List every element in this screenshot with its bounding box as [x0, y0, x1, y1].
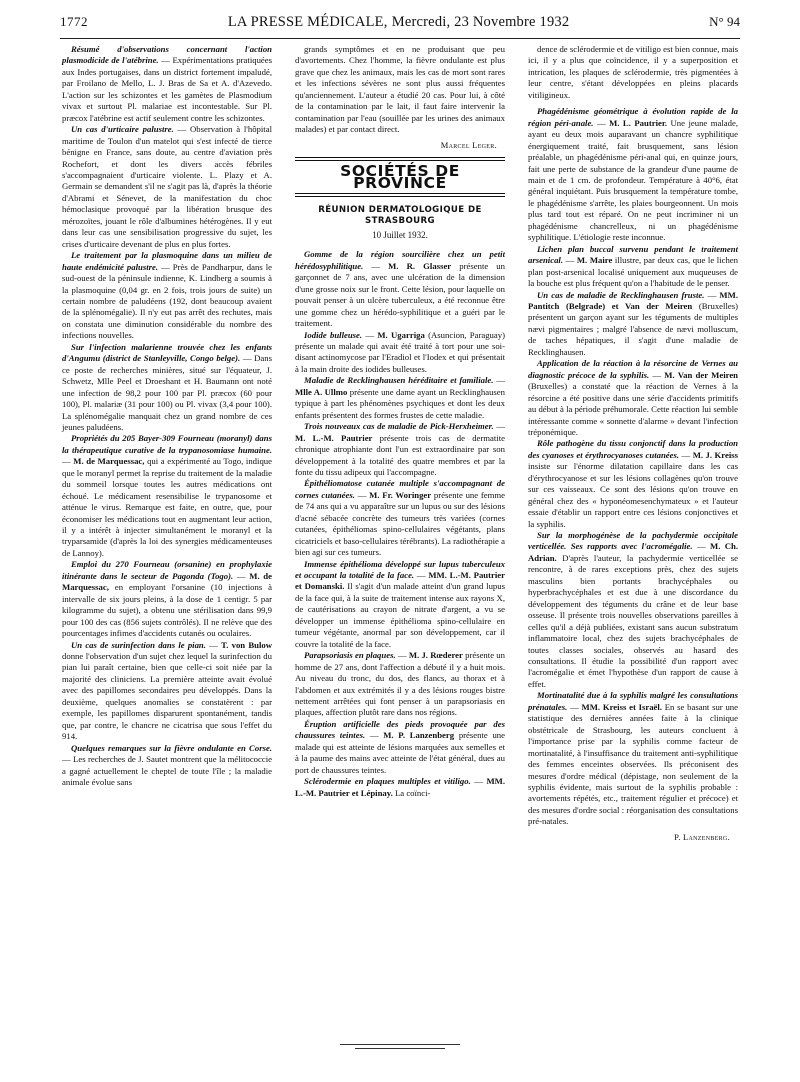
- article-body: qui a expérimenté au Togo, indique que le moranyl permet la reprise du traitement de la maladie du sommeil lorsque toutes les autres médications ont échoué. Le médicament resensibilise le trypanosome et atténue le virus. Remarque est faite, en outre, que, pour économiser les médications tout en augmentant leur action, il y a intérêt à injecter simultanément le moranyl et la tryparsamide (d'après la loi des synergies médicamenteuses de Lannoy).: [62, 456, 272, 558]
- column-right: [528, 44, 738, 849]
- article-entry: [295, 375, 505, 421]
- article-body: Une jeune malade, ayant eu deux mois auparavant un chancre syphilitique énergiquement traité, fait brusquement, sans lésion préalable, un phagédénisme péri-anal qui, en quinze jours, fait une perte de substance de la grandeur d'une paume de main et de 1 cm. de profondeur. Température à 40°6, état général inquiétant. Puis brusquement la température tombe, le phagédénisme s'arrête, les plaies bourgeonnent. Un mois plus tard tout est réparé. On ne peut incriminer ni un phagédénisme chancrelleux, ni un phagédénisme syphilitique. L'étiologie reste inconnue.: [528, 117, 738, 243]
- article-body: Les recherches de J. Sautet montrent que la mélitococcie a gagné actuellement le cheptel de toute l'île ; la maladie animale évolue sans: [62, 754, 273, 787]
- article-authors: Mlle A. Ullmo: [295, 386, 348, 397]
- separator: —: [62, 754, 74, 765]
- separator: —: [173, 124, 191, 135]
- article-body: En se basant sur une statistique des dernières années faite à la clinique obstétricale de Strasbourg, les auteurs concluent à l'importance prise par la syphilis comme facteur de mortinatalité, à l'insuffisance du traitement anti-syphilitique des femmes enceintes observées. Ils préconisent des mesures d'ordre médical (dépistage, non seulement de la syphilis évidente, mais surtout de la syphilis probable : avortements répétés, etc., traitement régulier et précoce) et des mesures d'ordre social : réorganisation des consultations pré-natales.: [528, 701, 738, 827]
- article-authors: M. de Marquessac,: [73, 456, 145, 467]
- article-entry: [528, 690, 738, 827]
- meeting-title: RÉUNION DERMATOLOGIQUE DE STRASBOURG: [318, 204, 482, 227]
- article-heading: Phagédénisme géométrique à évolution rapide de la région péri-anale.: [528, 106, 738, 128]
- article-heading: Mortinatalité due à la syphilis malgré les consultations prénatales.: [528, 690, 738, 712]
- article-authors: M. Van der Meiren: [664, 369, 739, 380]
- article-entry: [62, 433, 272, 559]
- article-body: présente une femme de 74 ans qui a vu apparaître sur un lupus ou sur des lésions d'acné sébacée concrète des tumeurs très variées (cornes cutanées, épithéliomas spino-cellulaires végétants, plans cicatriciels et baso-cellulaires térébrants). La radiothérapie a bien agi sur ces tumeurs.: [295, 489, 505, 558]
- separator: —: [362, 329, 378, 340]
- article-entry: [528, 244, 738, 290]
- article-body: Observation à l'hôpital maritime de Toulon d'un matelot qui s'est infecté de tierce bénigne en France, sans doute, au centre d'aviation près Rochefort, et dont les divers accès fébriles s'accompagnaient d'urticaire violente. L. Plazy et A. Germain se demandent s'il ne s'agit pas là, d'après la théorie d'Abrami et Sénevet, de la manifestation du choc hémoclasique provoqué par la libération brusque des mérozoïtes, jouant le rôle d'albumines hétérogènes. Il y eut dans leur cas une sensibilisation progressive du sujet, les crises d'urticaire devenant de plus en plus fortes.: [62, 124, 272, 249]
- author-signature: Marcel Leger.: [440, 139, 497, 150]
- separator: —: [593, 117, 610, 128]
- article-heading: Maladie de Recklinghausen héréditaire et familiale.: [304, 375, 494, 386]
- article-heading: Sur l'infection malarienne trouvée chez les enfants d'Angumu (district de Stanleyville, Congo belge).: [62, 341, 272, 364]
- article-heading: Application de la réaction à la résorcine de Vernes au diagnostic précoce de la syphilis.: [528, 358, 738, 380]
- article-entry: [62, 44, 272, 124]
- page-header: [60, 14, 740, 36]
- separator: —: [649, 369, 665, 380]
- article-body: D'après l'auteur, la pachydermie verticellée se rencontre, à de rares exceptions près, chez des sujets masculins bien portants brachycéphales ou hyperbrachycéphales et est due à une discordance du développement des téguments du crâne et de leur base osseuse. Il présente trois nouvelles observations pareilles à celles qu'il a déjà publiées, existant sans aucun substratum inflammatoire local, chez des sujets brachycéphales de toutes classes sociales, observés au hasard des consultations. Il étudie la possibilité d'un rapport avec l'acromégalie et émet l'hypothèse d'un rapport de cause à effet.: [528, 552, 738, 689]
- issue-number: N° 94: [709, 14, 740, 29]
- article-entry: [528, 290, 738, 359]
- article-body: présente une malade qui est atteinte de lésions marquées aux semelles et à la paume des mains avec atteinte de l'état général, dues au port de chaussures teintes.: [295, 730, 506, 775]
- article-body: donne l'observation d'un sujet chez lequel la surinfection du pian lui paraît certaine, bien que celle-ci soit niée par la majorité des cliniciens. La première atteinte avait évolué avec des papillomes secondaires peu développés. Dans la deuxième, quelques anomalies se constatèrent : par exemple, les papillomes disparurent spontanément, tandis que, par contre, le chancre ne cicatrisa que sous l'effet du 914.: [62, 651, 272, 742]
- article-entry: [62, 640, 272, 743]
- article-authors: M. P. Lanzenberg: [383, 730, 455, 741]
- separator: —: [365, 730, 384, 741]
- article-entry: [528, 438, 738, 530]
- article-entry: [295, 776, 505, 799]
- article-body: Il s'agit d'un malade atteint d'un grand lupus de la face qui, à la suite de traitement intense aux rayons X, de cautérisations au crayon de nitrate d'argent, a vu se développer un immense épithélioma spino-cellulaire en tumeur végétante, anormal par son développement, car il couvre la totalité de la face.: [295, 581, 506, 649]
- article-authors: MM. Kreiss et Israël.: [581, 701, 662, 712]
- article-body: Expérimentations pratiquées aux Indes portugaises, dans un district fortement impaludé, par Froilano de Mello, L. J. Bras de Sa et A. d'Azevedo. L'action sur les schizontes et les gamètes de Plasmodium vivax et surtout Pl. malariae est incontestable. Sur Pl. præcox l'atébrine est actif seulement contre les schizontes.: [62, 55, 273, 123]
- separator: —: [414, 570, 429, 581]
- article-heading: Sur la morphogénèse de la pachydermie occipitale verticellée. Ses rapports avec l'acromégalie.: [528, 530, 738, 552]
- article-authors: T. von Bulow: [221, 639, 273, 650]
- separator: —: [493, 375, 506, 386]
- separator: —: [567, 701, 582, 712]
- separator: —: [563, 255, 577, 266]
- separator: —: [692, 541, 710, 552]
- article-authors: M. de Marquessac,: [62, 570, 272, 593]
- article-heading: Rôle pathogène du tissu conjonctif dans la production des cyanoses et érythrocyanoses cutanées.: [528, 438, 738, 460]
- article-body: insiste sur l'énorme dilatation capillaire dans les cas d'érythrocyanose et sur les lésions collagènes qu'on trouve sur ces vaisseaux. Ce sont des lésions qu'on trouve en général chez des « hyponéomesenchymateux » et l'auteur essaie d'établir un rapport entre ces lésions conjonctives et la syphilis.: [528, 461, 738, 529]
- article-entry: [295, 650, 505, 719]
- article-heading: Lichen plan buccal survenu pendant le traitement arsenical.: [528, 243, 738, 266]
- article-body: présente une dame ayant un Recklinghausen typique à part les phénomènes psychiques et dont les deux enfants présentent des formes frustes de cette maladie.: [295, 386, 505, 420]
- article-body: (Asuncion, Paraguay) présente un malade qui avait été traité à tort pour une soi-disant actinomycose par l'Eradiol et l'Iodex et qui présentait à la main droite des iodides bulleuses.: [295, 329, 505, 374]
- article-authors: M. Ugarriga: [377, 329, 425, 340]
- article-body: en employant l'orsanine (10 injections à intervalle de six jours pleins, à la dose de 1 centigr. 5 par kilogramme du sujet), a obtenu une stérilisation dans 99,9 pour 100 des cas (856 sujets contrôlés). Il ne relève que des pourcentages infimes d'accidents cutanés ou oculaires.: [62, 582, 272, 639]
- separator: —: [704, 289, 720, 300]
- meeting-reports: [295, 249, 505, 799]
- separator: —: [470, 776, 487, 787]
- page-number: 1772: [60, 14, 88, 29]
- article-heading: Un cas de maladie de Recklinghausen fruste.: [537, 289, 705, 300]
- issue-date: Mercredi, 23 Novembre 1932: [391, 14, 570, 30]
- article-entry: [528, 358, 738, 438]
- article-entry: [62, 743, 272, 789]
- continued-paragraph: dence de sclérodermie et de vitiligo est bien connue, mais ici, il y a plus que coïncidence, il y a superposition et intrication, les plaques de sclérodermie, très pigmentées à leur centre, s'étant développées en pleins placards vitiligineux.: [528, 44, 738, 100]
- article-body: (Bruxelles) a constaté que la réaction de Vernes à la résorcine a été positive dans une série d'accidents primitifs au début à la période préhumorale. Cette réaction lui semble intéressante comme « sonnette d'alarme » devant l'infection tréponémique.: [528, 381, 738, 437]
- article-heading: Sclérodermie en plaques multiples et vitiligo.: [304, 776, 471, 787]
- article-heading: Gomme de la région sourcilière chez un petit hérédosyphilitique.: [295, 249, 505, 271]
- separator: —: [205, 639, 222, 650]
- article-entry: [295, 249, 505, 329]
- separator: —: [158, 261, 173, 272]
- article-authors: MM. L.-M. Pautrier et Lépinay.: [295, 776, 506, 798]
- article-authors: M. L.-M. Pautrier: [295, 432, 373, 443]
- article-entry: [295, 719, 505, 776]
- article-entry: [528, 106, 738, 243]
- article-entry: [62, 250, 272, 342]
- article-entry: [62, 124, 272, 250]
- author-signature: P. Lanzenberg.: [674, 831, 730, 842]
- column-left: [62, 44, 272, 788]
- article-authors: M. Ch. Adrian.: [528, 541, 739, 563]
- article-body: présente un homme de 27 ans, dont l'affection a débuté il y a huit mois. Au niveau du tronc, du dos, des flancs, au thorax et à l'abdomen et aux extrémités il y a des lésions rouges bistre nettement arrêtées qui font penser à un parapsoriasis en plaques, affection plutôt rare dans nos régions.: [295, 650, 505, 718]
- meeting-reports-continued: [528, 106, 738, 828]
- article-body: (Bruxelles) présentent un garçon ayant sur les téguments de multiples nævi pigmentaires ; malgré l'absence de nævi molluscum, de taches hépatiques, il s'agit d'une maladie de Recklinghausen.: [528, 300, 738, 357]
- journal-title-line: [228, 14, 569, 31]
- article-body: présente trois cas de dermatite chronique atrophiante dont l'un est extraordinaire par son développement à la totalité des quatre membres et par la fonte du tissu adipeux qui l'accompagne.: [295, 432, 505, 477]
- separator: —: [493, 421, 506, 432]
- article-heading: Un cas de surinfection dans le pian.: [71, 639, 206, 650]
- column-middle: [295, 44, 505, 799]
- section-title: SOCIÉTÉS DE PROVINCE: [340, 162, 460, 192]
- article-entry: [295, 559, 505, 651]
- article-authors: M. Maire: [576, 255, 613, 266]
- article-heading: Un cas d'urticaire palustre.: [71, 124, 174, 135]
- article-heading: Immense épithélioma développé sur lupus tuberculeux et occupant la totalité de la face.: [295, 558, 505, 581]
- article-entry: [62, 342, 272, 434]
- separator: —: [233, 570, 250, 581]
- separator: —: [240, 353, 255, 364]
- article-body: illustre, par deux cas, que le lichen plan post-arsenical localisé uniquement aux muqueuses de la bouche est plus fréquent qu'on a l'habitude de le penser.: [528, 255, 738, 289]
- separator: —: [354, 489, 370, 500]
- separator: —: [158, 55, 173, 66]
- article-body: La coïnci-: [392, 787, 431, 798]
- article-heading: Éruption artificielle des pieds provoquée par des chaussures teintes.: [295, 718, 505, 741]
- article-entry: [528, 530, 738, 690]
- article-authors: MM. Pantitch (Belgrade) et Van der Meiren: [528, 289, 738, 311]
- article-authors: M. R. Glasser: [388, 260, 452, 271]
- separator: —: [363, 260, 389, 271]
- article-heading: Résumé d'observations concernant l'action plasmodicide de l'atébrine.: [62, 44, 272, 66]
- end-rule: [355, 1048, 445, 1049]
- article-heading: Emploi du 270 Fourneau (orsanine) en prophylaxie itinérante dans le secteur de Pagonda (Togo).: [62, 559, 272, 581]
- article-heading: Propriétés du 205 Bayer-309 Fourneau (moranyl) dans la thérapeutique curative de la trypanosomiase humaine.: [62, 433, 272, 455]
- separator: —: [679, 449, 693, 460]
- article-heading: Quelques remarques sur la fièvre ondulante en Corse.: [71, 742, 272, 753]
- end-rule: [340, 1044, 460, 1045]
- article-heading: Parapsoriasis en plaques.: [304, 650, 396, 661]
- article-heading: Épithéliomatose cutanée multiple s'accompagnant de cornes cutanées.: [295, 478, 505, 500]
- section-banner: [295, 157, 505, 197]
- article-entry: [295, 478, 505, 558]
- meeting-date: 10 Juillet 1932.: [372, 229, 428, 240]
- article-entry: [295, 330, 505, 376]
- separator: —: [395, 650, 409, 661]
- article-body: Dans ce poste de recherches minières, situé sur l'équateur, J. Schwetz, Mlle Peel et Droeshant et H. Baumann ont noté une infection de 98,2 pour 100 par Pl. præcox (60 pour 100), Pl. malariæ (31 pour 100) ou Pl. vivax (3,4 pour 100). La splénomégalie manquait chez un grand nombre de ces jeunes paludéens.: [62, 353, 273, 432]
- separator: —: [62, 456, 74, 467]
- article-authors: M. J. Rœderer: [408, 650, 463, 661]
- article-authors: M. L. Pautrier.: [609, 117, 668, 128]
- article-heading: Le traitement par la plasmoquine dans un milieu de haute endémicité palustre.: [62, 250, 272, 272]
- article-authors: M. J. Kreiss: [692, 449, 739, 460]
- article-body: présente un garçonnet de 7 ans, avec une ulcération de la dimension d'une grosse noix sur le front. Cette lésion, pour laquelle on pouvait penser à un ulcère tuberculeux, a été reconnue être une gomme chez un hérédo-syphilitique et a guéri par le traitement.: [295, 260, 505, 329]
- article-authors: MM. L.-M. Pautrier et Domanski.: [295, 570, 505, 592]
- article-body: Près de Pandharpur, dans le sud-ouest de la péninsule indienne, K. Lindberg a soumis à la plasmoquine (0,04 gr. en 2 fois, trois jours de suite) un certain nombre de paludéens (192, dont beaucoup avaient de la splénomégalie). Il n'y eut pas arrêt des rechutes, mais on constata une diminution considérable du nombre des infections nouvelles.: [62, 261, 272, 341]
- article-entry: [295, 421, 505, 478]
- article-authors: M. Fr. Woringer: [369, 489, 432, 500]
- article-heading: Trois nouveaux cas de maladie de Pick-Herxheimer.: [304, 421, 494, 432]
- header-rule: [60, 38, 740, 39]
- article-entry: [62, 559, 272, 639]
- continued-paragraph: grands symptômes et en ne produisant que peu d'avortements. Chez l'homme, la fièvre ondulante est plus grave que chez les animaux, mais les cas de mort sont rares et les infections sévères ne sont plus aussi fréquentes qu'anciennement. L'auteur a étudié 20 cas. Pour lui, à côté de la contamination par le lait, il faut faire intervenir la contamination par l'eau (souillée par les urines des animaux malades) et par contact direct.: [295, 44, 505, 135]
- article-heading: Iodide bulleuse.: [304, 329, 363, 340]
- journal-title: LA PRESSE MÉDICALE,: [227, 14, 388, 30]
